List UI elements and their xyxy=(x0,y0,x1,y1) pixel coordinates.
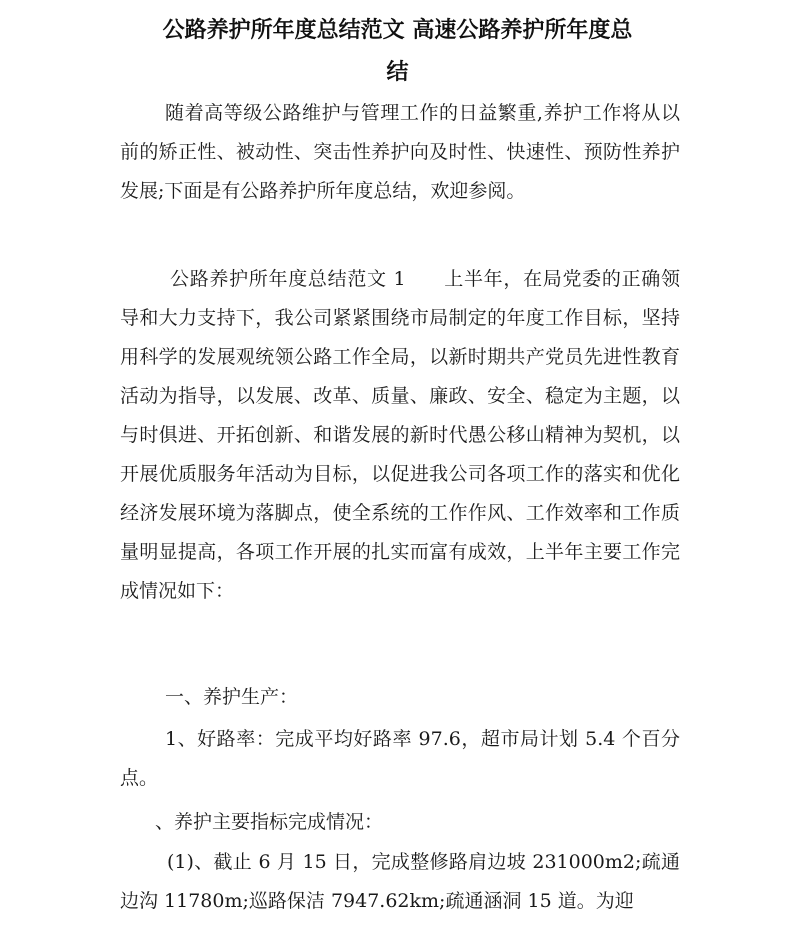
maintenance-detail-paragraph: (1)、截止 6 月 15 日，完成整修路肩边坡 231000m2;疏通边沟 11780m;巡路保洁 7947.62km;疏通涵洞 15 道。为迎 xyxy=(120,851,680,912)
section-1-heading: 公路养护所年度总结范文 1 xyxy=(170,268,406,290)
section-1-body: 上半年，在局党委的正确领导和大力支持下，我公司紧紧围绕市局制定的年度工作目标，坚持用科学的发展观统领公路工作全局，以新时期共产党员先进性教育活动为指导，以发展、改革、质量、廉政、安全、稳定为主题，以与时俱进、开拓创新、和谐发展的新时代愚公移山精神为契机，以开展优质服务年活动为目标，以促进我公司各项工作的落实和优化经济发展环境为落脚点，使全系统的工作作风、工作效率和工作质量明显提高，各项工作开展的扎实而富有成效，上半年主要工作完成情况如下： xyxy=(120,268,680,602)
section-1-paragraph xyxy=(120,260,680,611)
document-title-line-2: 结 xyxy=(386,60,409,85)
intro-paragraph: 随着高等级公路维护与管理工作的日益繁重,养护工作将从以前的矫正性、被动性、突击性养护向及时性、快速性、预防性养护发展;下面是有公路养护所年度总结，欢迎参阅。 xyxy=(120,102,680,202)
good-road-rate-item: 1、好路率：完成平均好路率 97.6，超市局计划 5.4 个百分点。 xyxy=(120,728,680,789)
indicators-subheading: 、养护主要指标完成情况： xyxy=(155,811,384,833)
document-title-line-1: 公路养护所年度总结范文 高速公路养护所年度总 xyxy=(162,18,633,43)
maintenance-heading: 一、养护生产： xyxy=(165,686,299,708)
